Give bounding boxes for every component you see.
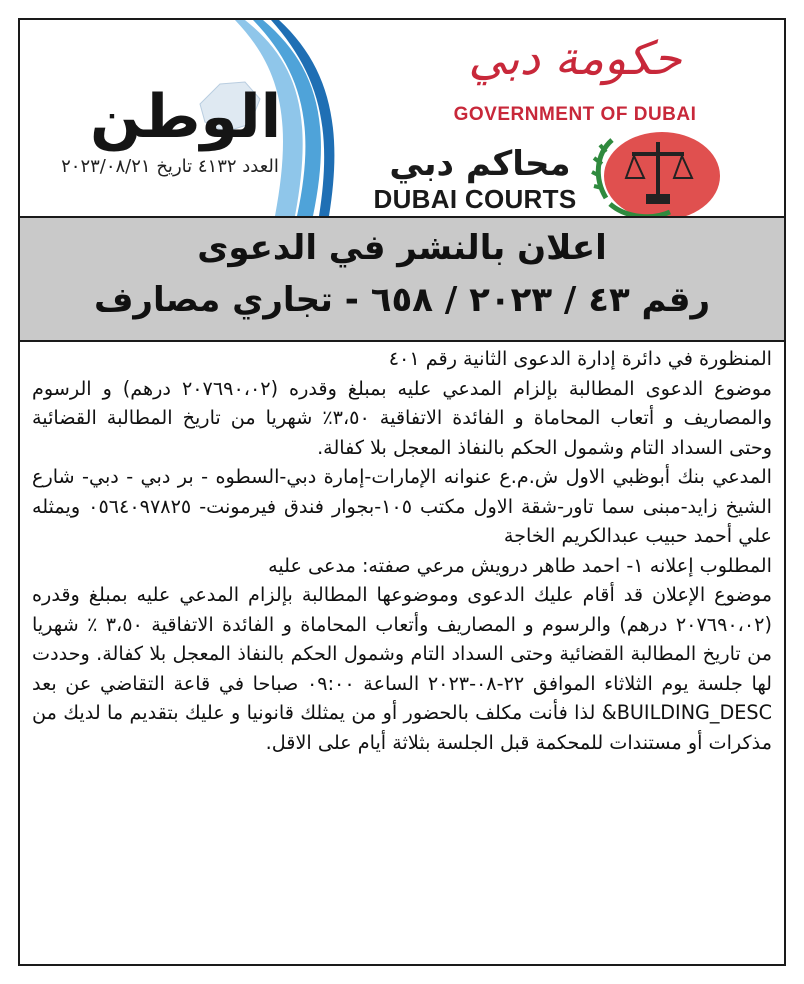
body-paragraph-circuit: المنظورة في دائرة إدارة الدعوى الثانية رقم ٤٠١	[388, 347, 772, 370]
header	[20, 20, 784, 216]
watan-logo: الوطن	[90, 82, 282, 152]
announcement-title: اعلان بالنشر في الدعوى	[197, 228, 607, 268]
courts-name-english: DUBAI COURTS	[373, 184, 577, 214]
government-name-english: GOVERNMENT OF DUBAI	[453, 104, 697, 125]
dubai-courts-emblem-icon	[586, 128, 722, 224]
courts-name-arabic: محاكم دبي	[389, 144, 571, 184]
issue-info: العدد ٤١٣٢ تاريخ ٢٠٢٣/٠٨/٢١	[61, 156, 279, 177]
body-paragraph-defendant: المطلوب إعلانه ١- احمد طاهر درويش مرعي صفته: مدعى عليه	[268, 553, 772, 577]
case-number: رقم ٤٣ / ٢٠٢٣ / ٦٥٨ - تجاري مصارف	[93, 280, 711, 320]
government-name-arabic: حكومة دبي	[468, 31, 682, 85]
body-paragraph-plaintiff: المدعي بنك أبوظبي الاول ش.م.ع عنوانه الإمارات-إمارة دبي-السطوه - بر دبي - دبي- شارع الشيخ زايد-مبنى سما تاور-شقة الاول مكتب ١٠٥-بجوار فندق فيرمونت- ٠٥٦٤٠٩٧٨٢٥ ويمثله علي أحمد حبيب عبدالكريم الخاجة	[32, 465, 772, 547]
title-banner	[20, 216, 784, 342]
body-paragraph-notice: موضوع الإعلان قد أقام عليك الدعوى وموضوعها المطالبة بإلزام المدعي عليه بمبلغ وقدره (٢٠٧٦٩٠،٠٢ درهم) والرسوم و المصاريف وأتعاب المحاماة و الفائدة الاتفاقية ٣،٥٠ ٪ شهريا من تاريخ المطالبة القضائية وحتى السداد التام وشمول الحكم بالنفاذ المعجل بلا كفالة. وحددت لها جلسة يوم الثلاثاء الموافق ٢٢-٠٨-٢٠٢٣ الساعة ٠٩:٠٠ صباحا في قاعة التقاضي عن بعد BUILDING_DESC& لذا فأنت مكلف بالحضور أو من يمثلك قانونيا و عليك بتقديم ما لديك من مذكرات أو مستندات للمحكمة قبل الجلسة بثلاثة أيام على الاقل.	[32, 583, 773, 754]
announcement-body	[32, 344, 772, 757]
body-paragraph-subject: موضوع الدعوى المطالبة بإلزام المدعي عليه بمبلغ وقدره (٢٠٧٦٩٠،٠٢ درهم) و الرسوم والمصاريف و أتعاب المحاماة و الفائدة الاتفاقية ٣،٥٠٪ شهريا من تاريخ المطالبة القضائية وحتى السداد التام وشمول الحكم بالنفاذ المعجل بلا كفالة.	[32, 376, 772, 459]
